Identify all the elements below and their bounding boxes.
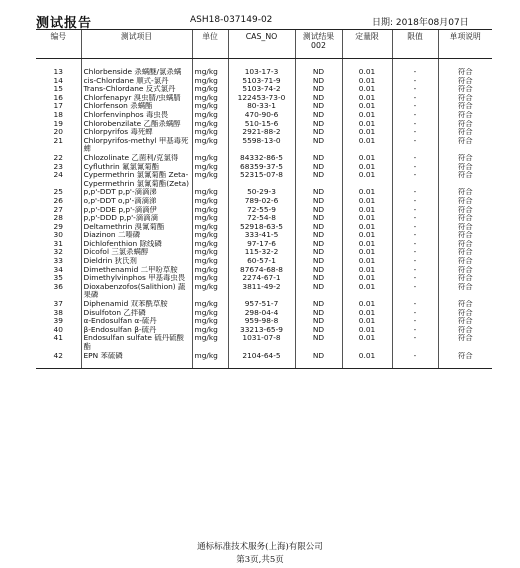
col-header-item: 测试项目 <box>81 30 192 59</box>
row-remark: 符合 <box>438 248 492 257</box>
row-result: ND <box>295 309 342 318</box>
row-result: ND <box>295 300 342 309</box>
row-limit: - <box>392 223 438 232</box>
row-test-item: Chlorfenvinphos 毒虫畏 <box>81 111 192 120</box>
col-header-loq: 定量限 <box>342 30 392 59</box>
row-number: 14 <box>53 76 63 85</box>
row-remark: 符合 <box>438 352 492 361</box>
row-result: ND <box>295 120 342 129</box>
table-row <box>36 248 492 257</box>
row-result: ND <box>295 248 342 257</box>
row-result: ND <box>295 352 342 361</box>
row-cas-no: 50-29-3 <box>228 188 295 197</box>
row-result: ND <box>295 171 342 188</box>
row-number: 32 <box>53 248 63 257</box>
row-remark: 符合 <box>438 94 492 103</box>
table-row <box>36 300 492 309</box>
row-unit: mg/kg <box>192 334 228 351</box>
row-test-item: Chlorpyrifos 毒死蜱 <box>81 128 192 137</box>
col-header-unit: 单位 <box>192 30 228 59</box>
row-cas-no: 97-17-6 <box>228 240 295 249</box>
row-remark: 符合 <box>438 163 492 172</box>
row-remark: 符合 <box>438 274 492 283</box>
report-title: 测试报告 <box>36 16 93 31</box>
row-unit: mg/kg <box>192 188 228 197</box>
table-body <box>36 59 492 369</box>
row-unit: mg/kg <box>192 197 228 206</box>
col-header-no: 编号 <box>36 30 81 59</box>
row-remark: 符合 <box>438 68 492 77</box>
row-loq: 0.01 <box>342 326 392 335</box>
row-loq: 0.01 <box>342 77 392 86</box>
row-limit: - <box>392 85 438 94</box>
table-row <box>36 77 492 86</box>
row-number: 36 <box>53 282 63 291</box>
row-limit: - <box>392 128 438 137</box>
table-row <box>36 214 492 223</box>
row-result: ND <box>295 334 342 351</box>
table-row <box>36 257 492 266</box>
row-loq: 0.01 <box>342 248 392 257</box>
row-limit: - <box>392 334 438 351</box>
row-limit: - <box>392 257 438 266</box>
row-cas-no: 5103-74-2 <box>228 85 295 94</box>
col-header-cas: CAS_NO <box>228 30 295 59</box>
row-number: 42 <box>53 351 63 360</box>
row-test-item: Diazinon 二嗪磷 <box>81 231 192 240</box>
row-loq: 0.01 <box>342 300 392 309</box>
row-number: 26 <box>53 196 63 205</box>
row-unit: mg/kg <box>192 77 228 86</box>
row-unit: mg/kg <box>192 120 228 129</box>
row-cas-no: 60-57-1 <box>228 257 295 266</box>
row-result: ND <box>295 257 342 266</box>
row-test-item: Chlorbenside 杀螨醚/氯杀螨 <box>81 68 192 77</box>
row-result: ND <box>295 283 342 300</box>
row-loq: 0.01 <box>342 240 392 249</box>
row-remark: 符合 <box>438 240 492 249</box>
row-loq: 0.01 <box>342 274 392 283</box>
row-cas-no: 72-55-9 <box>228 206 295 215</box>
row-limit: - <box>392 94 438 103</box>
row-remark: 符合 <box>438 171 492 188</box>
row-loq: 0.01 <box>342 137 392 154</box>
row-number: 27 <box>53 205 63 214</box>
row-remark: 符合 <box>438 326 492 335</box>
row-cas-no: 115-32-2 <box>228 248 295 257</box>
table-row <box>36 317 492 326</box>
col-header-result: 测试结果 002 <box>295 30 342 59</box>
table-row <box>36 163 492 172</box>
footer-page-number: 第3页,共5页 <box>236 555 284 565</box>
row-unit: mg/kg <box>192 214 228 223</box>
row-unit: mg/kg <box>192 257 228 266</box>
row-number: 39 <box>53 317 63 326</box>
row-limit: - <box>392 137 438 154</box>
row-test-item: Deltamethrin 溴氰菊酯 <box>81 223 192 232</box>
row-number: 15 <box>53 85 63 94</box>
row-result: ND <box>295 137 342 154</box>
row-number: 13 <box>53 68 63 76</box>
row-remark: 符合 <box>438 128 492 137</box>
row-limit: - <box>392 300 438 309</box>
date-value: 2018年08月07日 <box>395 18 469 28</box>
row-limit: - <box>392 317 438 326</box>
row-cas-no: 72-54-8 <box>228 214 295 223</box>
row-unit: mg/kg <box>192 171 228 188</box>
row-result: ND <box>295 85 342 94</box>
row-test-item: Chlorfenapyr 溴虫腈/虫螨腈 <box>81 94 192 103</box>
row-limit: - <box>392 274 438 283</box>
row-loq: 0.01 <box>342 206 392 215</box>
row-test-item: p,p'-DDD p,p'-滴滴滴 <box>81 214 192 223</box>
row-test-item: Cyfluthrin 氟氯氰菊酯 <box>81 163 192 172</box>
row-cas-no: 470-90-6 <box>228 111 295 120</box>
row-unit: mg/kg <box>192 111 228 120</box>
row-cas-no: 333-41-5 <box>228 231 295 240</box>
row-limit: - <box>392 171 438 188</box>
row-result: ND <box>295 102 342 111</box>
row-remark: 符合 <box>438 197 492 206</box>
row-loq: 0.01 <box>342 223 392 232</box>
table-header-row <box>36 30 492 59</box>
row-limit: - <box>392 240 438 249</box>
row-unit: mg/kg <box>192 137 228 154</box>
row-unit: mg/kg <box>192 326 228 335</box>
row-test-item: cis-Chlordane 顺式-氯丹 <box>81 77 192 86</box>
row-unit: mg/kg <box>192 248 228 257</box>
row-loq: 0.01 <box>342 214 392 223</box>
row-number: 25 <box>53 188 63 197</box>
row-result: ND <box>295 317 342 326</box>
row-number: 40 <box>53 325 63 334</box>
row-remark: 符合 <box>438 283 492 300</box>
row-limit: - <box>392 206 438 215</box>
row-result: ND <box>295 206 342 215</box>
row-unit: mg/kg <box>192 102 228 111</box>
row-result: ND <box>295 240 342 249</box>
row-test-item: Diphenamid 双苯酰草胺 <box>81 300 192 309</box>
row-number: 21 <box>53 136 63 145</box>
row-loq: 0.01 <box>342 257 392 266</box>
row-test-item: Trans-Chlordane 反式氯丹 <box>81 85 192 94</box>
row-result: ND <box>295 68 342 77</box>
table-end-row <box>36 360 492 369</box>
table-row <box>36 309 492 318</box>
table-spacer-row <box>36 59 492 69</box>
col-header-limit: 限值 <box>392 30 438 59</box>
row-result: ND <box>295 326 342 335</box>
row-remark: 符合 <box>438 231 492 240</box>
row-limit: - <box>392 326 438 335</box>
row-result: ND <box>295 266 342 275</box>
row-number: 20 <box>53 128 63 137</box>
table-row <box>36 111 492 120</box>
row-test-item: β-Endosulfan β-硫丹 <box>81 326 192 335</box>
row-unit: mg/kg <box>192 283 228 300</box>
row-number: 35 <box>53 274 63 283</box>
row-test-item: Dichlofenthion 除线磷 <box>81 240 192 249</box>
row-test-item: p,p'-DDE p,p'-滴滴伊 <box>81 206 192 215</box>
row-limit: - <box>392 111 438 120</box>
row-cas-no: 84332-86-5 <box>228 154 295 163</box>
row-test-item: Disulfoton 乙拌磷 <box>81 309 192 318</box>
row-number: 34 <box>53 265 63 274</box>
row-cas-no: 3811-49-2 <box>228 283 295 300</box>
row-limit: - <box>392 214 438 223</box>
table-row <box>36 352 492 361</box>
row-cas-no: 122453-73-0 <box>228 94 295 103</box>
row-loq: 0.01 <box>342 85 392 94</box>
row-result: ND <box>295 111 342 120</box>
row-limit: - <box>392 266 438 275</box>
row-loq: 0.01 <box>342 163 392 172</box>
row-remark: 符合 <box>438 266 492 275</box>
row-limit: - <box>392 197 438 206</box>
row-test-item: α-Endosulfan α-硫丹 <box>81 317 192 326</box>
row-unit: mg/kg <box>192 266 228 275</box>
row-cas-no: 957-51-7 <box>228 300 295 309</box>
row-test-item: Dicofol 三氯杀螨醇 <box>81 248 192 257</box>
row-limit: - <box>392 231 438 240</box>
row-unit: mg/kg <box>192 223 228 232</box>
row-loq: 0.01 <box>342 154 392 163</box>
row-remark: 符合 <box>438 120 492 129</box>
row-cas-no: 2104-64-5 <box>228 352 295 361</box>
row-cas-no: 510-15-6 <box>228 120 295 129</box>
row-result: ND <box>295 77 342 86</box>
row-loq: 0.01 <box>342 102 392 111</box>
row-limit: - <box>392 154 438 163</box>
row-unit: mg/kg <box>192 231 228 240</box>
row-unit: mg/kg <box>192 317 228 326</box>
row-number: 28 <box>53 214 63 223</box>
table-row <box>36 188 492 197</box>
row-remark: 符合 <box>438 137 492 154</box>
row-limit: - <box>392 283 438 300</box>
row-result: ND <box>295 274 342 283</box>
date-label: 日期: <box>372 18 394 28</box>
row-result: ND <box>295 163 342 172</box>
row-limit: - <box>392 68 438 77</box>
row-loq: 0.01 <box>342 94 392 103</box>
row-limit: - <box>392 309 438 318</box>
row-cas-no: 68359-37-5 <box>228 163 295 172</box>
row-result: ND <box>295 214 342 223</box>
table-row <box>36 274 492 283</box>
row-remark: 符合 <box>438 309 492 318</box>
test-results-table <box>36 29 492 369</box>
row-loq: 0.01 <box>342 120 392 129</box>
row-unit: mg/kg <box>192 206 228 215</box>
row-limit: - <box>392 102 438 111</box>
row-test-item: o,p'-DDT o,p'-滴滴涕 <box>81 197 192 206</box>
row-result: ND <box>295 223 342 232</box>
row-remark: 符合 <box>438 300 492 309</box>
row-cas-no: 52918-63-5 <box>228 223 295 232</box>
row-loq: 0.01 <box>342 334 392 351</box>
table-row <box>36 171 492 188</box>
row-unit: mg/kg <box>192 300 228 309</box>
row-result: ND <box>295 154 342 163</box>
row-cas-no: 789-02-6 <box>228 197 295 206</box>
report-number: ASH18-037149-02 <box>190 15 273 25</box>
row-number: 24 <box>53 171 63 180</box>
row-loq: 0.01 <box>342 188 392 197</box>
row-test-item: Dimethylvinphos 甲基毒虫畏 <box>81 274 192 283</box>
row-test-item: EPN 苯硫磷 <box>81 352 192 361</box>
row-test-item: Dimethenamid 二甲吩草胺 <box>81 266 192 275</box>
row-test-item: Chlorfenson 杀螨酯 <box>81 102 192 111</box>
row-number: 30 <box>53 231 63 240</box>
footer-company: 通标标准技术服务(上海)有限公司 <box>197 542 323 552</box>
row-loq: 0.01 <box>342 266 392 275</box>
table-row <box>36 154 492 163</box>
row-number: 16 <box>53 93 63 102</box>
row-loq: 0.01 <box>342 68 392 77</box>
row-test-item: Cypermethrin 氯氰菊酯 Zeta-Cypermethrin 氯氰菊酯(Zeta) <box>81 171 192 188</box>
table-row <box>36 137 492 154</box>
row-result: ND <box>295 231 342 240</box>
row-test-item: p,p'-DDT p,p'-滴滴涕 <box>81 188 192 197</box>
row-remark: 符合 <box>438 317 492 326</box>
row-test-item: Dioxabenzofos(Salithion) 蔬果磷 <box>81 283 192 300</box>
row-remark: 符合 <box>438 334 492 351</box>
table-row <box>36 85 492 94</box>
table-row <box>36 223 492 232</box>
row-cas-no: 1031-07-8 <box>228 334 295 351</box>
row-number: 38 <box>53 308 63 317</box>
row-result: ND <box>295 197 342 206</box>
row-limit: - <box>392 352 438 361</box>
row-cas-no: 87674-68-8 <box>228 266 295 275</box>
table-row <box>36 94 492 103</box>
row-test-item: Chlorpyrifos-methyl 甲基毒死蜱 <box>81 137 192 154</box>
row-unit: mg/kg <box>192 68 228 77</box>
row-loq: 0.01 <box>342 111 392 120</box>
row-unit: mg/kg <box>192 352 228 361</box>
row-number: 18 <box>53 110 63 119</box>
row-number: 41 <box>53 334 63 343</box>
row-loq: 0.01 <box>342 197 392 206</box>
row-cas-no: 5103-71-9 <box>228 77 295 86</box>
row-limit: - <box>392 77 438 86</box>
row-cas-no: 298-04-4 <box>228 309 295 318</box>
row-loq: 0.01 <box>342 317 392 326</box>
report-date <box>372 15 469 28</box>
table-row <box>36 68 492 77</box>
row-remark: 符合 <box>438 214 492 223</box>
table-row <box>36 326 492 335</box>
row-unit: mg/kg <box>192 85 228 94</box>
table-row <box>36 334 492 351</box>
row-test-item: Dieldrin 狄氏剂 <box>81 257 192 266</box>
row-cas-no: 52315-07-8 <box>228 171 295 188</box>
row-cas-no: 2921-88-2 <box>228 128 295 137</box>
row-cas-no: 80-33-1 <box>228 102 295 111</box>
row-unit: mg/kg <box>192 128 228 137</box>
table-row <box>36 231 492 240</box>
row-remark: 符合 <box>438 154 492 163</box>
col-header-remark: 单项说明 <box>438 30 492 59</box>
table-row <box>36 283 492 300</box>
row-remark: 符合 <box>438 77 492 86</box>
row-limit: - <box>392 188 438 197</box>
row-loq: 0.01 <box>342 171 392 188</box>
row-remark: 符合 <box>438 188 492 197</box>
row-unit: mg/kg <box>192 163 228 172</box>
row-limit: - <box>392 248 438 257</box>
row-number: 22 <box>53 153 63 162</box>
row-unit: mg/kg <box>192 240 228 249</box>
row-unit: mg/kg <box>192 309 228 318</box>
row-cas-no: 2274-67-1 <box>228 274 295 283</box>
table-row <box>36 240 492 249</box>
row-remark: 符合 <box>438 223 492 232</box>
row-result: ND <box>295 94 342 103</box>
row-remark: 符合 <box>438 85 492 94</box>
row-test-item: Chlorobenzilate 乙酯杀螨醇 <box>81 120 192 129</box>
row-result: ND <box>295 128 342 137</box>
row-loq: 0.01 <box>342 128 392 137</box>
row-number: 17 <box>53 102 63 111</box>
row-number: 31 <box>53 239 63 248</box>
table-row <box>36 128 492 137</box>
row-number: 29 <box>53 222 63 231</box>
row-test-item: Chlozolinate 乙菌利/克氯得 <box>81 154 192 163</box>
row-remark: 符合 <box>438 257 492 266</box>
row-unit: mg/kg <box>192 274 228 283</box>
row-loq: 0.01 <box>342 352 392 361</box>
row-cas-no: 103-17-3 <box>228 68 295 77</box>
row-limit: - <box>392 163 438 172</box>
row-number: 33 <box>53 257 63 266</box>
row-number: 23 <box>53 162 63 171</box>
table-row <box>36 206 492 215</box>
row-limit: - <box>392 120 438 129</box>
row-remark: 符合 <box>438 102 492 111</box>
row-cas-no: 5598-13-0 <box>228 137 295 154</box>
row-test-item: Endosulfan sulfate 硫丹硫酸酯 <box>81 334 192 351</box>
row-cas-no: 959-98-8 <box>228 317 295 326</box>
row-cas-no: 33213-65-9 <box>228 326 295 335</box>
table-row <box>36 197 492 206</box>
row-loq: 0.01 <box>342 231 392 240</box>
table-row <box>36 102 492 111</box>
row-remark: 符合 <box>438 206 492 215</box>
row-unit: mg/kg <box>192 94 228 103</box>
table-row <box>36 120 492 129</box>
row-remark: 符合 <box>438 111 492 120</box>
row-number: 19 <box>53 119 63 128</box>
row-result: ND <box>295 188 342 197</box>
row-unit: mg/kg <box>192 154 228 163</box>
row-number: 37 <box>53 300 63 309</box>
row-loq: 0.01 <box>342 309 392 318</box>
row-loq: 0.01 <box>342 283 392 300</box>
table-row <box>36 266 492 275</box>
